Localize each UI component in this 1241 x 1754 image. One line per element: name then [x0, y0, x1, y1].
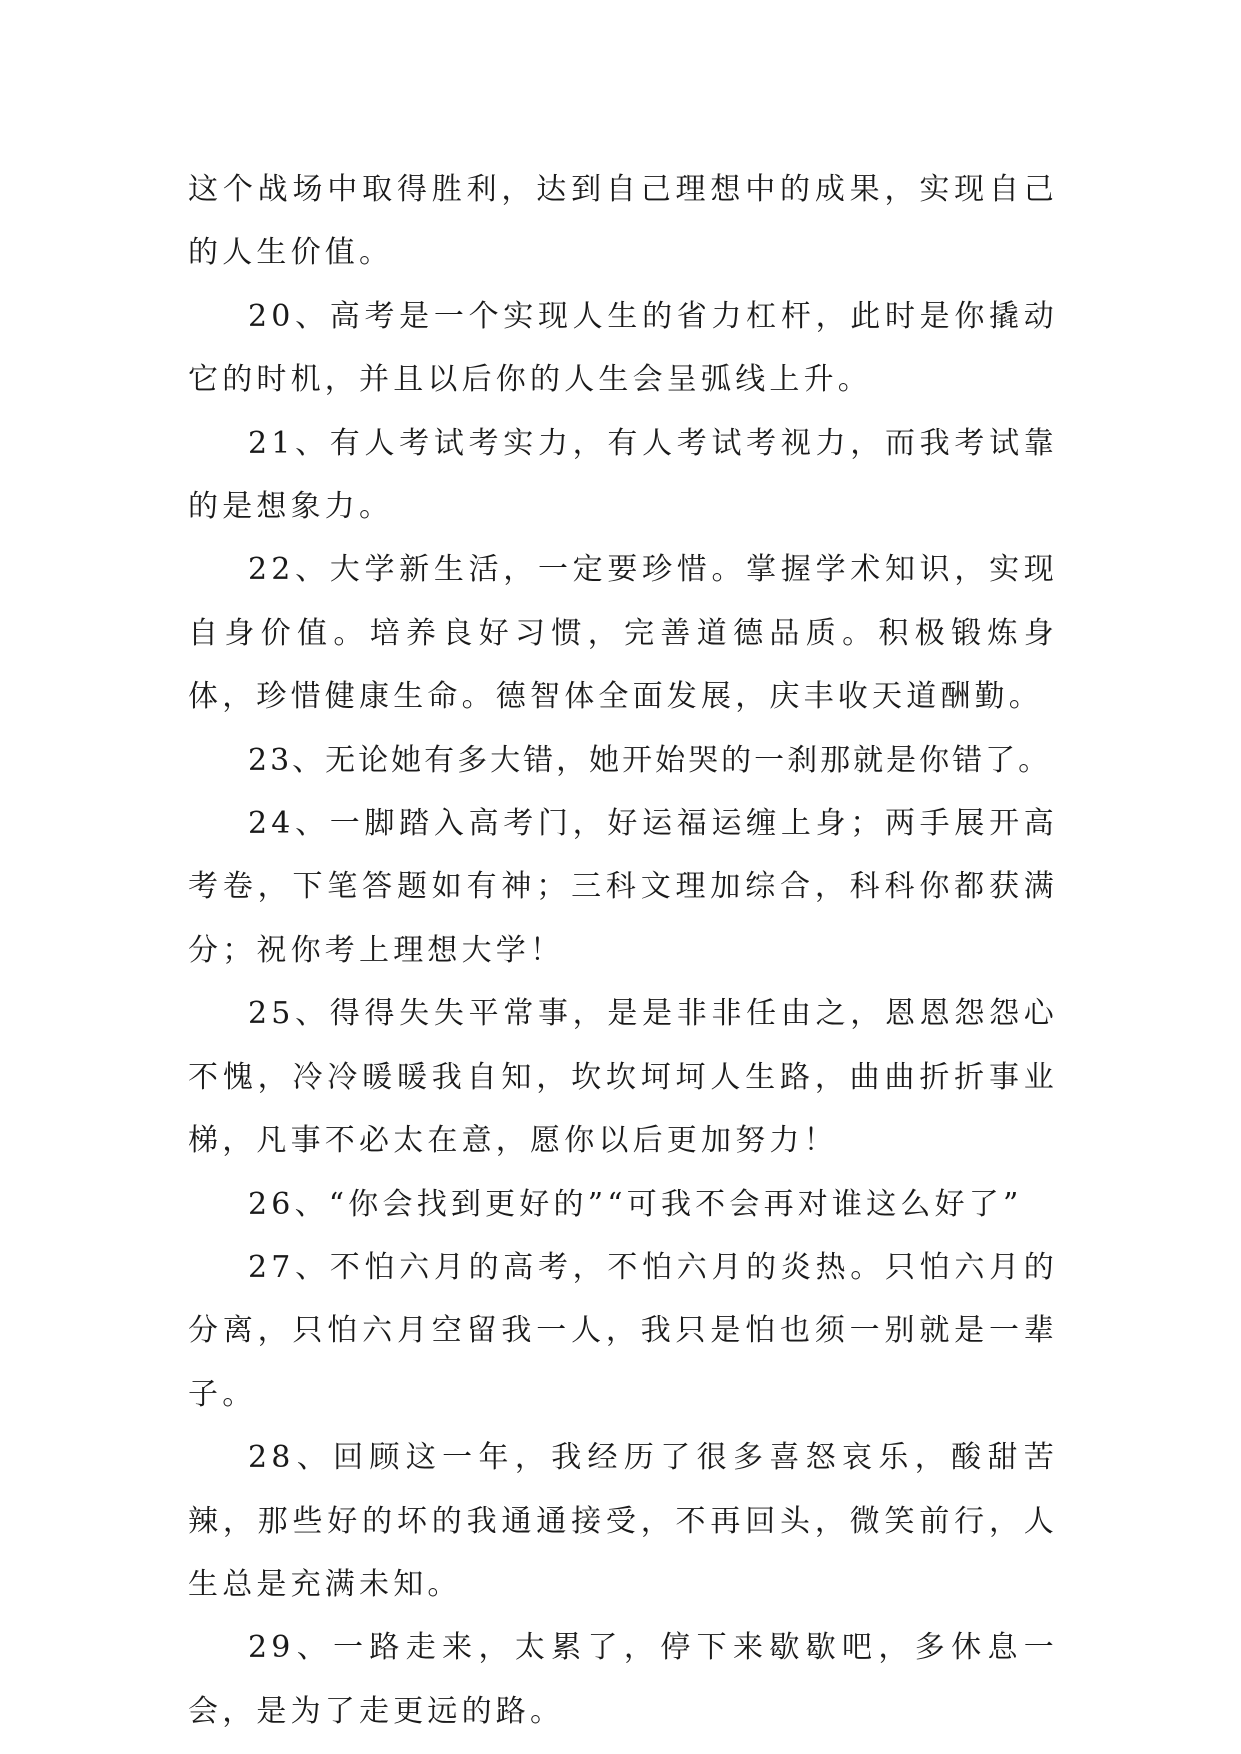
- paragraph-28: 28、回顾这一年，我经历了很多喜怒哀乐，酸甜苦辣，那些好的坏的我通通接受，不再回头，微笑前行，人生总是充满未知。: [188, 1440, 1058, 1602]
- paragraph-29: 29、一路走来，太累了，停下来歇歇吧，多休息一会，是为了走更远的路。: [188, 1630, 1058, 1729]
- paragraph-26: 26、“你会找到更好的”“可我不会再对谁这么好了”: [248, 1186, 1023, 1222]
- paragraph-24: 24、一脚踏入高考门，好运福运缠上身；两手展开高考卷，下笔答题如有神；三科文理加综合，科科你都获满分；祝你考上理想大学！: [188, 806, 1058, 968]
- document-body: [188, 158, 1058, 1743]
- paragraph-19-continuation: 这个战场中取得胜利，达到自己理想中的成果，实现自己的人生价值。: [188, 172, 1058, 271]
- paragraph-20: 20、高考是一个实现人生的省力杠杆，此时是你撬动它的时机，并且以后你的人生会呈弧线上升。: [188, 298, 1058, 398]
- paragraph-21: 21、有人考试考实力，有人考试考视力，而我考试靠的是想象力。: [188, 425, 1058, 525]
- paragraph-25: 25、得得失失平常事，是是非非任由之，恩恩怨怨心不愧，冷冷暖暖我自知，坎坎坷坷人生路，曲曲折折事业梯，凡事不必太在意，愿你以后更加努力！: [188, 996, 1058, 1159]
- paragraph-27: 27、不怕六月的高考，不怕六月的炎热。只怕六月的分离，只怕六月空留我一人，我只是怕也须一别就是一辈子。: [188, 1249, 1058, 1412]
- paragraph-23: 23、无论她有多大错，她开始哭的一刹那就是你错了。: [248, 742, 1052, 778]
- paragraph-22: 22、大学新生活，一定要珍惜。掌握学术知识，实现自身价值。培养良好习惯，完善道德品质。积极锻炼身体，珍惜健康生命。德智体全面发展，庆丰收天道酬勤。: [188, 552, 1058, 715]
